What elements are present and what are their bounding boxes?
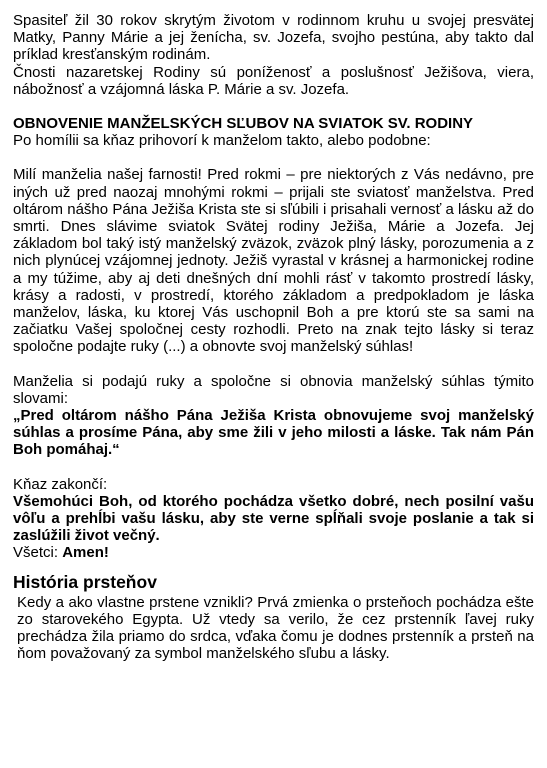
intro-paragraph-2: Čnosti nazaretskej Rodiny sú poníženosť a poslušnosť Ježišova, viera, nábožnosť a vzájomná láska P. Márie a sv. Jozefa. — [13, 63, 534, 98]
spouses-instruction: Manželia si podajú ruky a spoločne si obnovia manželský súhlas týmito slovami: — [13, 372, 534, 407]
spacer — [13, 459, 534, 476]
spacer — [13, 98, 534, 115]
renewal-heading: OBNOVENIE MANŽELSKÝCH SĽUBOV NA SVIATOK SV. RODINY — [13, 115, 474, 133]
spacer — [13, 356, 534, 373]
history-title: História prsteňov — [13, 571, 157, 592]
history-body: Kedy a ako vlastne prstene vznikli? Prvá zmienka o prsteňoch pochádza ešte zo starovekého Egypta. Už vtedy sa verilo, že cez prstenník ľavej ruky prechádza žila priamo do srdca, vďaka čomu je dodnes prstenník a prsteň na ňom považovaný za symbol manželského sľubu a lásky. — [17, 593, 534, 663]
amen-response: Amen! — [62, 544, 109, 562]
priest-conclusion-label: Kňaz zakončí: — [13, 475, 108, 493]
spacer — [13, 149, 534, 166]
all-label: Všetci: — [13, 544, 59, 562]
blessing-text: Všemohúci Boh, od ktorého pochádza všetko dobré, nech posilní vašu vôľu a prehĺbi vašu lásku, aby ste verne spĺňali svoje poslanie a tak si zaslúžili život večný. — [13, 492, 534, 545]
vow-text: „Pred oltárom nášho Pána Ježiša Krista obnovujeme svoj manželský súhlas a prosíme Pána, aby sme žili v jeho milosti a láske. Tak nám Pán Boh pomáhaj.“ — [13, 407, 534, 459]
all-response-line — [13, 544, 534, 561]
renewal-instruction: Po homílii sa kňaz prihovorí k manželom takto, alebo podobne: — [13, 132, 431, 150]
priest-address: Milí manželia našej farnosti! Pred rokmi – pre niektorých z Vás nedávno, pre iných už pred naozaj mnohými rokmi – prijali ste sviatosť manželstva. Pred oltárom nášho Pána Ježiša Krista ste si sľúbili i prisahali vernosť a lásku až do smrti. Dnes slávime sviatok Svätej rodiny Ježiša, Márie a Jozefa. Jej základom bol taký istý manželský zväzok, zväzok plný lásky, porozumenia a z nich plynúcej vzájomnej jednoty. Ježiš vyrastal v krásnej a harmonickej rodine a my túžime, aby aj deti dnešných dní mohli rásť v takomto prostredí lásky, krásy a radosti, v prostredí, ktorého základom a predpokladom je láska manželov, láska, ku ktorej Vás uschopnil Boh a pre ktorú ste sa sami na začiatku Vašej spoločnej cesty rozhodli. Preto na znak tejto lásky si teraz spoločne podajte ruky (...) a obnovte svoj manželský súhlas! — [13, 166, 534, 356]
intro-paragraph-1: Spasiteľ žil 30 rokov skrytým životom v rodinnom kruhu u svojej presvätej Matky, Panny Márie a jej ženícha, sv. Jozefa, svojho pestúna, aby takto dal príklad kresťanským rodinám. — [13, 12, 534, 64]
